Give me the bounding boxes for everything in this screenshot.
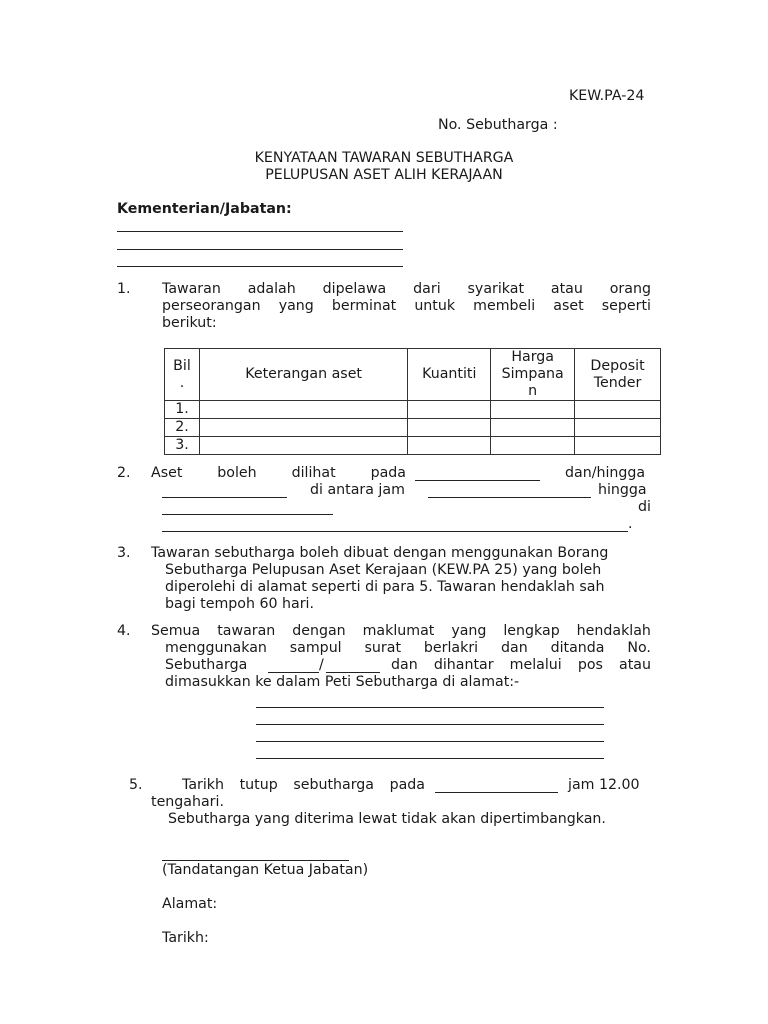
word: berminat [331, 298, 397, 314]
word: sampul [289, 640, 342, 656]
word: dipelawa [322, 281, 387, 297]
word: menggunakan [165, 640, 267, 656]
word: dilihat [291, 465, 336, 481]
cell-keterangan[interactable] [199, 437, 407, 455]
cell-kuantiti[interactable] [408, 437, 491, 455]
header-harga-line-1: Harga [511, 349, 554, 365]
header-keterangan: Keterangan aset [199, 349, 407, 401]
address-line-2[interactable] [256, 724, 604, 725]
header-harga-line-3: n [528, 383, 538, 399]
address-line-4[interactable] [256, 758, 604, 759]
ministry-line-1[interactable] [117, 231, 403, 232]
dan-hingga-label: dan/hingga [565, 465, 646, 481]
word: Semua [151, 623, 201, 639]
header-deposit [575, 349, 661, 401]
word: dengan [292, 623, 346, 639]
location-field[interactable] [162, 531, 628, 532]
header-bil [165, 349, 200, 401]
para3-line-2: Sebutharga Pelupusan Aset Kerajaan (KEW.PA 25) yang boleh [165, 562, 602, 578]
word: boleh [217, 465, 257, 481]
title-line-1: KENYATAAN TAWARAN SEBUTHARGA [254, 150, 514, 166]
word: aset [553, 298, 584, 314]
para1-line-2 [162, 298, 651, 314]
cell-keterangan[interactable] [199, 401, 407, 419]
word: membeli [473, 298, 536, 314]
row-number: 3. [165, 437, 200, 455]
table-header-row [165, 349, 661, 401]
para3-number: 3. [117, 545, 131, 561]
ministry-line-2[interactable] [117, 249, 403, 250]
para1-line-3: berikut: [162, 315, 217, 331]
address-line-1[interactable] [256, 707, 604, 708]
no-sebutharga-label: No. Sebutharga : [438, 117, 558, 133]
para5-text-b: jam 12.00 [568, 777, 640, 793]
para1-line-1 [162, 281, 651, 297]
para2-number: 2. [117, 465, 131, 481]
start-time-field[interactable] [428, 497, 591, 498]
word: seperti [601, 298, 651, 314]
word: orang [609, 281, 651, 297]
para5-line-2: tengahari. [151, 794, 224, 810]
ministry-line-3[interactable] [117, 266, 403, 267]
word: Tawaran [162, 281, 221, 297]
para4-line-1 [151, 623, 651, 639]
para5-text-a: Tarikh tutup sebutharga pada [182, 777, 425, 793]
cell-keterangan[interactable] [199, 419, 407, 437]
word: yang [278, 298, 314, 314]
word: syarikat [467, 281, 525, 297]
table-row [165, 437, 661, 455]
header-bil-line-2: . [179, 374, 185, 391]
header-deposit-line-2: Tender [593, 374, 642, 391]
signature-label: (Tandatangan Ketua Jabatan) [162, 862, 369, 878]
para4-line-3-end: dan dihantar melalui pos atau [391, 657, 651, 673]
word: hendaklah [576, 623, 651, 639]
word: surat [364, 640, 402, 656]
word: pada [370, 465, 406, 481]
view-date-field[interactable] [415, 480, 540, 481]
cell-deposit[interactable] [575, 419, 661, 437]
para5-number: 5. [129, 777, 143, 793]
word: lengkap [503, 623, 560, 639]
cell-harga[interactable] [491, 401, 575, 419]
hingga-label: hingga [598, 482, 647, 498]
closing-date-field[interactable] [435, 792, 558, 793]
sebutharga-no-field-2[interactable] [326, 672, 380, 673]
para4-sebutharga-label: Sebutharga [165, 657, 248, 673]
form-code: KEW.PA-24 [569, 88, 645, 104]
word: No. [627, 640, 651, 656]
header-harga [491, 349, 575, 401]
header-deposit-line-1: Deposit [590, 357, 645, 374]
word: Aset [151, 465, 183, 481]
alamat-label: Alamat: [162, 896, 218, 912]
ministry-label: Kementerian/Jabatan: [117, 201, 292, 217]
word: atau [550, 281, 583, 297]
word: tawaran [217, 623, 276, 639]
para5-line-3: Sebutharga yang diterima lewat tidak akan dipertimbangkan. [168, 811, 606, 827]
word: untuk [414, 298, 456, 314]
signature-field[interactable] [162, 860, 349, 861]
title-line-2: PELUPUSAN ASET ALIH KERAJAAN [265, 167, 503, 183]
cell-harga[interactable] [491, 437, 575, 455]
address-line-3[interactable] [256, 741, 604, 742]
word: dan [501, 640, 528, 656]
end-time-field[interactable] [162, 514, 333, 515]
row-number: 1. [165, 401, 200, 419]
word: adalah [247, 281, 296, 297]
tarikh-label: Tarikh: [162, 930, 209, 946]
di-label: di [638, 499, 651, 515]
cell-deposit[interactable] [575, 437, 661, 455]
word: maklumat [362, 623, 435, 639]
row-number: 2. [165, 419, 200, 437]
end-date-field[interactable] [162, 497, 287, 498]
table-row [165, 419, 661, 437]
word: ditanda [550, 640, 605, 656]
header-bil-line-1: Bil [173, 357, 191, 374]
para3-line-3: diperolehi di alamat seperti di para 5. Tawaran hendaklah sah [165, 579, 605, 595]
word: dari [413, 281, 441, 297]
para3-line-4: bagi tempoh 60 hari. [165, 596, 314, 612]
para4-number: 4. [117, 623, 131, 639]
para3-line-1: Tawaran sebutharga boleh dibuat dengan menggunakan Borang [151, 545, 609, 561]
word: berlakri [423, 640, 479, 656]
para4-line-4: dimasukkan ke dalam Peti Sebutharga di alamat:- [165, 674, 520, 690]
header-kuantiti: Kuantiti [408, 349, 491, 401]
cell-deposit[interactable] [575, 401, 661, 419]
table-row [165, 401, 661, 419]
para2-end: . [628, 516, 633, 532]
asset-table [164, 348, 661, 455]
para4-line-2 [165, 640, 651, 656]
cell-kuantiti[interactable] [408, 419, 491, 437]
header-harga-line-2: Simpana [501, 366, 564, 382]
para2-line-1 [151, 465, 406, 481]
cell-harga[interactable] [491, 419, 575, 437]
di-antara-jam-label: di antara jam [310, 482, 405, 498]
sebutharga-no-field-1[interactable] [268, 672, 319, 673]
word: perseorangan [162, 298, 261, 314]
para4-separator: / [319, 657, 324, 673]
cell-kuantiti[interactable] [408, 401, 491, 419]
para1-number: 1. [117, 281, 131, 297]
word: yang [451, 623, 487, 639]
